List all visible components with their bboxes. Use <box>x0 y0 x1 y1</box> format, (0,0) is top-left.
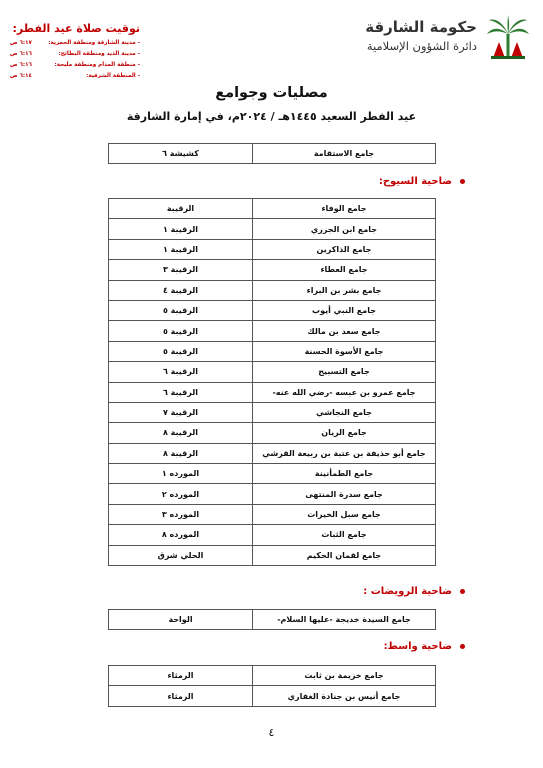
timing-time: ٦:١٦ ص <box>10 62 32 68</box>
mosque-name-cell: جامع الثبات <box>253 525 436 545</box>
mosque-name-cell: جامع أنيس بن جنادة الغفاري <box>253 686 436 706</box>
table-row <box>109 525 436 545</box>
mosque-table-suyoh <box>108 198 436 566</box>
area-cell: الرقيبة ١ <box>109 219 253 239</box>
area-cell: الرقيبة ٣ <box>109 260 253 280</box>
timing-item <box>10 38 140 49</box>
area-cell: الرقيبة ٧ <box>109 402 253 422</box>
mosque-name-cell: جامع النجاشي <box>253 402 436 422</box>
table-row <box>109 219 436 239</box>
mosque-name-cell: جامع سعد بن مالك <box>253 321 436 341</box>
table-row <box>109 260 436 280</box>
table-row <box>109 686 436 706</box>
table-row <box>109 341 436 361</box>
bullet-icon <box>460 179 465 184</box>
area-cell: الرقيبة ١ <box>109 239 253 259</box>
mosque-name-cell: جامع الريان <box>253 423 436 443</box>
mosque-name-cell: جامع الأسوة الحسنة <box>253 341 436 361</box>
page-title: مصليات وجوامع <box>215 85 328 101</box>
area-cell: الرقيبة ٥ <box>109 341 253 361</box>
section-heading-suyoh <box>379 176 465 187</box>
table-row <box>109 464 436 484</box>
timing-area: - مدينة الذيد ومنطقة البطائح: <box>58 51 140 57</box>
mosque-table-wasit <box>108 665 436 707</box>
table-row <box>109 545 436 565</box>
page-number: ٤ <box>268 726 275 739</box>
logo-government-name: حكومة الشارقة <box>365 18 477 36</box>
timing-time: ٦:١٤ ص <box>10 73 32 79</box>
area-cell: الرقيبة ٨ <box>109 423 253 443</box>
timings-title: توقيت صلاة عيد الفطر: <box>12 22 140 35</box>
section-heading-ruwaidhat <box>363 586 465 597</box>
table-row <box>109 402 436 422</box>
area-cell: الرمثاء <box>109 666 253 686</box>
logo-department-name: دائرة الشؤون الإسلامية <box>366 39 477 53</box>
table-row <box>109 382 436 402</box>
area-cell: الرقيبة <box>109 199 253 219</box>
mosque-table-top <box>108 143 436 164</box>
table-row <box>109 443 436 463</box>
table-row <box>109 239 436 259</box>
area-cell: الرقيبة ٥ <box>109 300 253 320</box>
bullet-icon <box>460 644 465 649</box>
table-row <box>109 300 436 320</box>
mosque-name-cell: جامع السيدة خديجة -عليها السلام- <box>253 610 436 630</box>
timing-area: - المنطقة الشرقية: <box>86 73 140 79</box>
area-cell: الواحة <box>109 610 253 630</box>
mosque-name-cell: جامع الاستقامة <box>253 144 436 164</box>
mosque-name-cell: جامع الوفاء <box>253 199 436 219</box>
area-cell: كشيشة ٦ <box>109 144 253 164</box>
table-row <box>109 321 436 341</box>
area-cell: الرقيبة ٥ <box>109 321 253 341</box>
header-logo <box>311 14 531 62</box>
timing-item <box>10 60 140 71</box>
mosque-name-cell: جامع أبو حذيفة بن عتبة بن ربيعة القرشي <box>253 443 436 463</box>
table-row <box>109 144 436 164</box>
mosque-name-cell: جامع الذاكرين <box>253 239 436 259</box>
table-row <box>109 423 436 443</box>
palm-emblem-icon <box>485 14 531 60</box>
mosque-name-cell: جامع التسبيح <box>253 362 436 382</box>
eid-prayer-timings <box>10 22 140 82</box>
table-row <box>109 199 436 219</box>
timing-area: - مدينة الشارقة ومنطقة الحمرية: <box>48 40 140 46</box>
timing-time: ٦:١٦ ص <box>10 51 32 57</box>
area-cell: المورده ٢ <box>109 484 253 504</box>
area-cell: الرقيبة ٦ <box>109 382 253 402</box>
mosque-name-cell: جامع سبل الخيرات <box>253 504 436 524</box>
mosque-name-cell: جامع العطاء <box>253 260 436 280</box>
timing-item <box>10 49 140 60</box>
area-cell: الرقيبة ٨ <box>109 443 253 463</box>
table-row <box>109 362 436 382</box>
timing-area: - منطقة المدام ومنطقة مليحة: <box>54 62 140 68</box>
area-cell: المورده ٨ <box>109 525 253 545</box>
mosque-name-cell: جامع بشر بن البراء <box>253 280 436 300</box>
area-cell: المورده ١ <box>109 464 253 484</box>
mosque-name-cell: جامع النبي أيوب <box>253 300 436 320</box>
timing-time: ٦:١٧ ص <box>10 40 32 46</box>
area-cell: الرمثاء <box>109 686 253 706</box>
section-heading-label: ضاحية واسط: <box>383 641 452 652</box>
table-row <box>109 666 436 686</box>
mosque-name-cell: جامع خزيمة بن ثابت <box>253 666 436 686</box>
table-row <box>109 610 436 630</box>
table-row <box>109 280 436 300</box>
table-row <box>109 504 436 524</box>
mosque-name-cell: جامع سدرة المنتهى <box>253 484 436 504</box>
area-cell: الحلي شرق <box>109 545 253 565</box>
area-cell: المورده ٣ <box>109 504 253 524</box>
mosque-table-ruwaidhat <box>108 609 436 630</box>
timing-item <box>10 71 140 82</box>
mosque-name-cell: جامع الطمأنينة <box>253 464 436 484</box>
table-row <box>109 484 436 504</box>
mosque-name-cell: جامع لقمان الحكيم <box>253 545 436 565</box>
area-cell: الرقيبة ٦ <box>109 362 253 382</box>
mosque-name-cell: جامع ابن الجزري <box>253 219 436 239</box>
section-heading-label: ضاحية الرويضات : <box>363 586 452 597</box>
page-subtitle: عيد الفطر السعيد ١٤٤٥هـ / ٢٠٢٤م، في إمارة الشارقة <box>126 110 417 123</box>
area-cell: الرقيبة ٤ <box>109 280 253 300</box>
bullet-icon <box>460 589 465 594</box>
section-heading-label: ضاحية السيوح: <box>378 176 452 187</box>
section-heading-wasit <box>384 641 465 652</box>
mosque-name-cell: جامع عمرو بن عبسه -رضي الله عنه- <box>253 382 436 402</box>
